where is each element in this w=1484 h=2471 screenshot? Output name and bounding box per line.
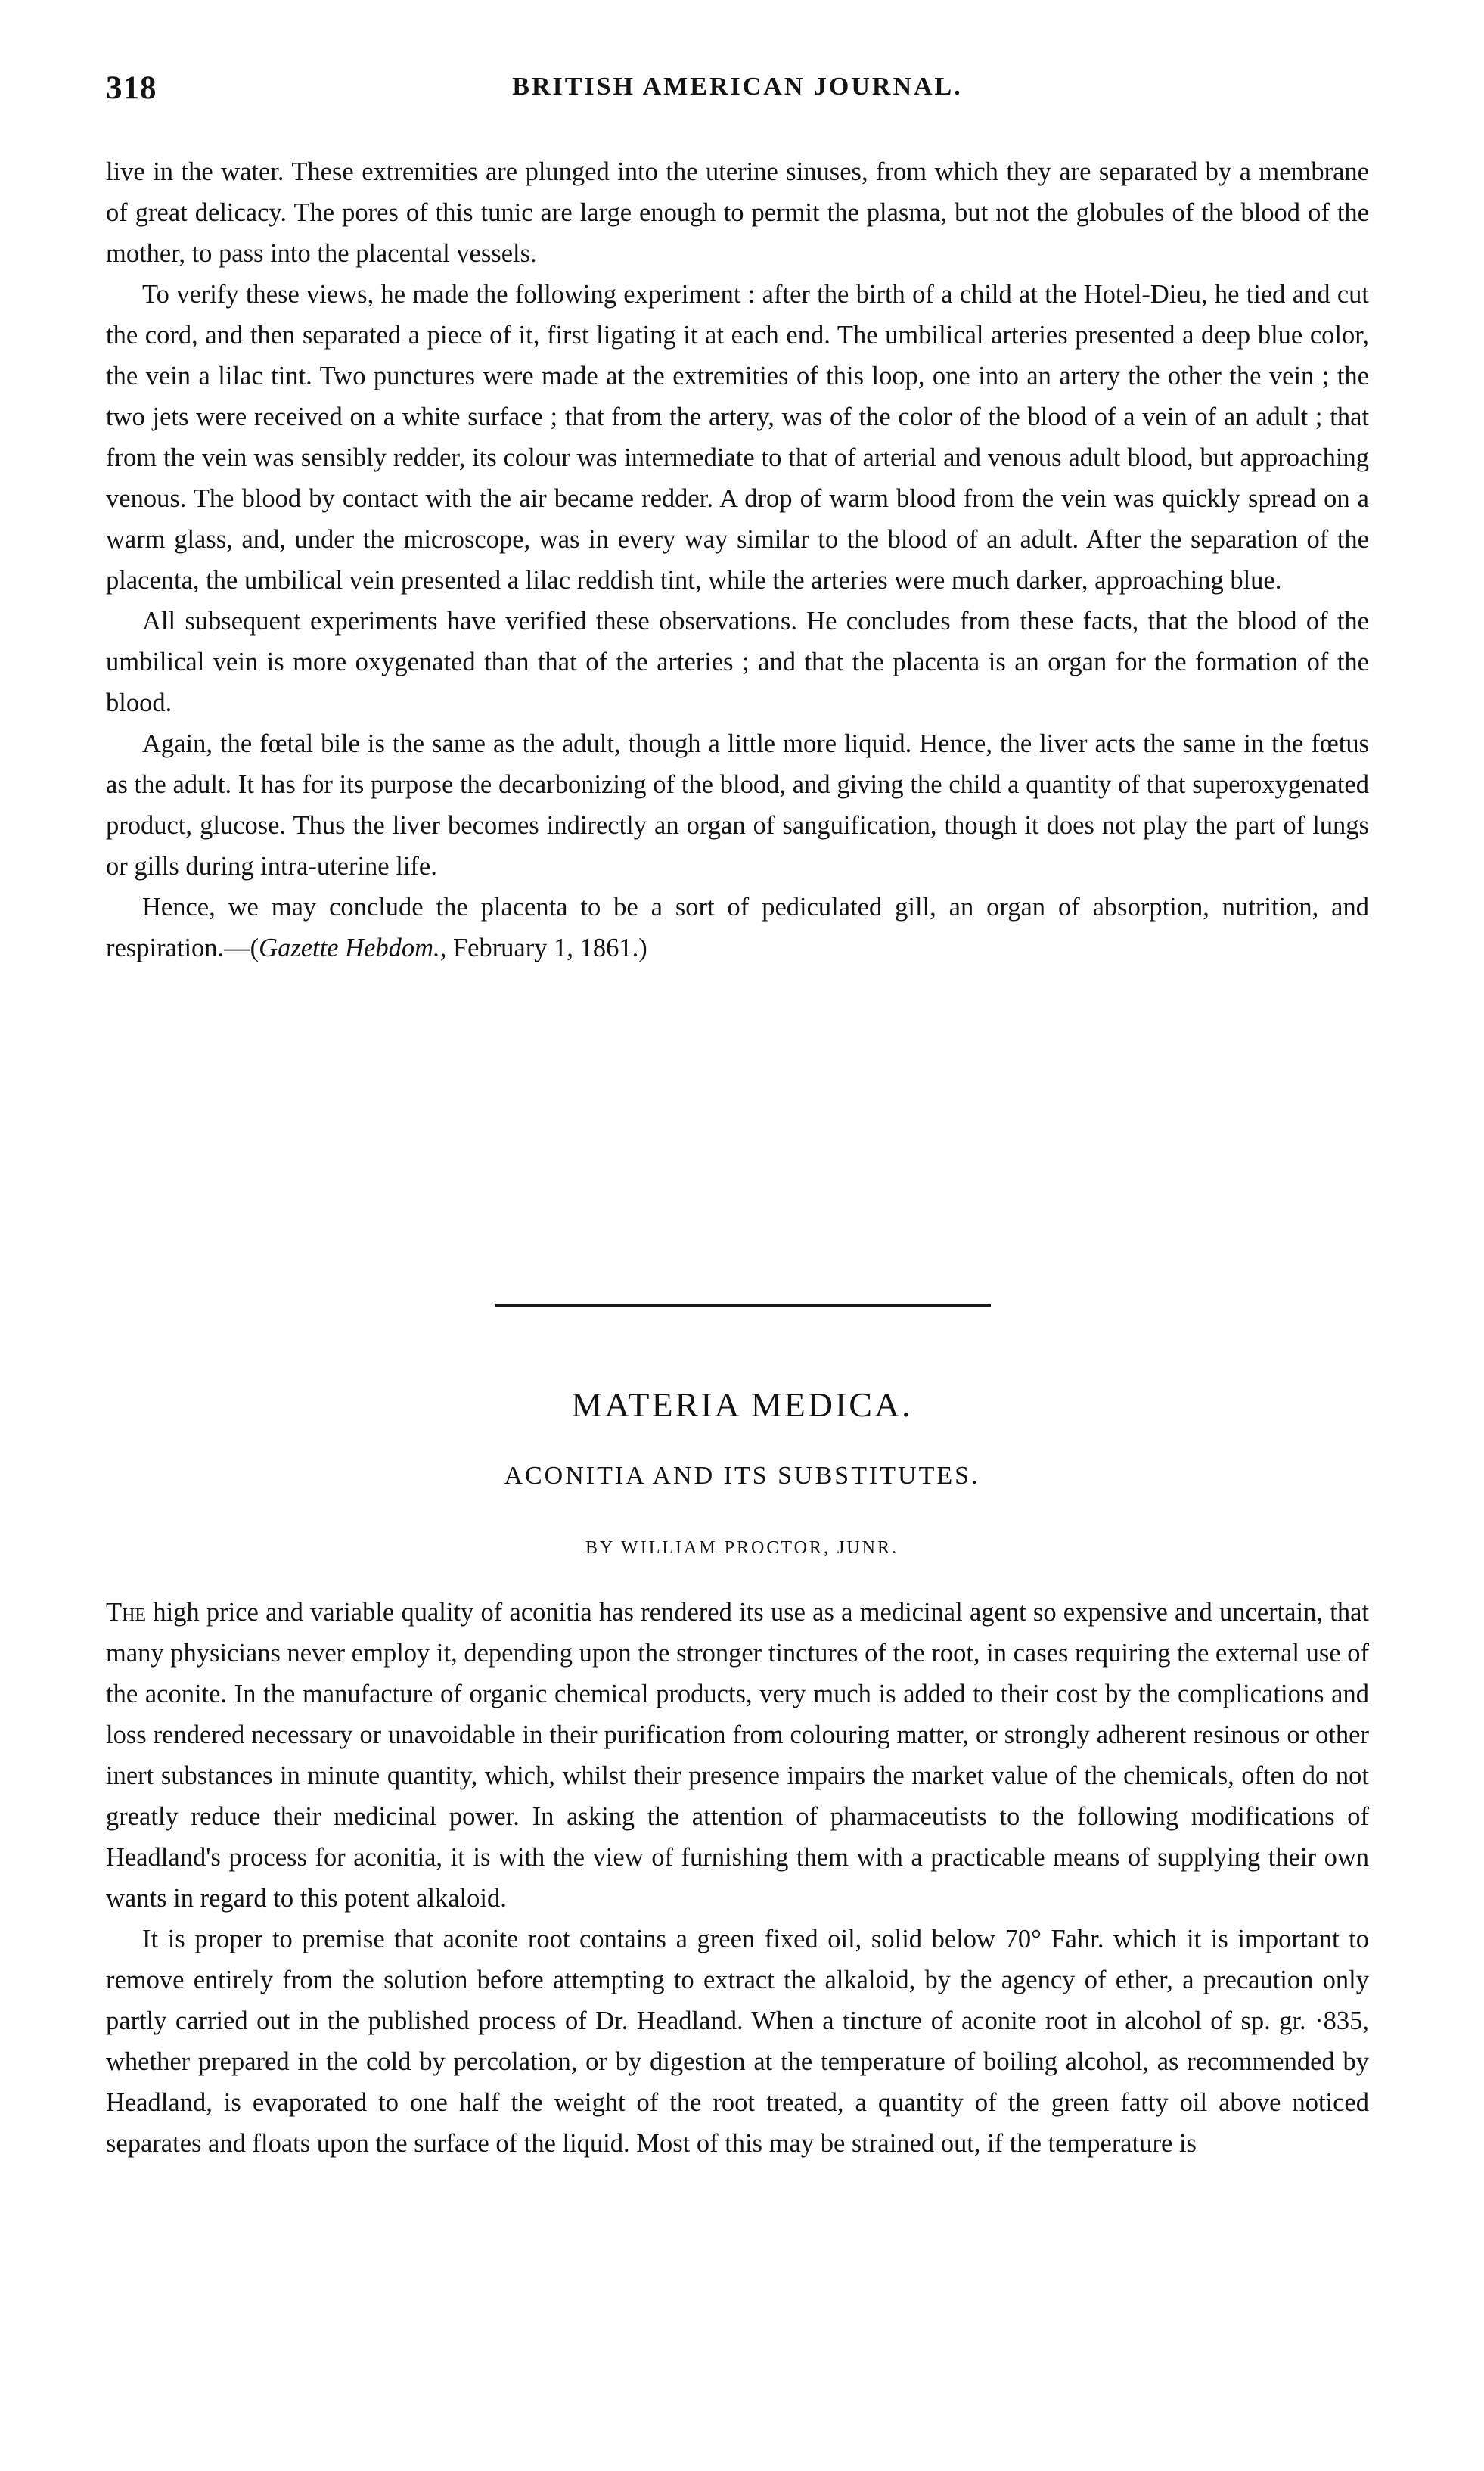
paragraph-lead-word: The xyxy=(106,1598,147,1627)
paragraph-intro-text: high price and variable quality of aconitia has rendered its use as a medicinal agent so expensive and uncertain, that many physicians never employ it, depending upon the stronger tinctures of the root, in cases requiring the external use of the aconite. In the manufacture of organic chemical products, very much is added to their cost by the complications and loss rendered necessary or unavoidable in their purification from colouring matter, or strongly adherent resinous or other inert substances in minute quantity, which, whilst their presence impairs the market value of the chemicals, often do not greatly reduce their medicinal power. In asking the attention of pharmaceutists to the following modifications of Headland's process for aconitia, it is with the view of furnishing them with a practicable means of supplying their own wants in regard to this potent alkaloid. xyxy=(106,1598,1369,1913)
running-head: BRITISH AMERICAN JOURNAL. xyxy=(512,73,963,101)
citation-source: Gazette Hebdom. xyxy=(259,934,440,962)
citation-date: , February 1, 1861.) xyxy=(439,934,647,962)
page-header xyxy=(106,70,1369,115)
article-byline: BY WILLIAM PROCTOR, JUNR. xyxy=(585,1538,899,1558)
paragraph-conclusion xyxy=(106,887,1369,968)
section-divider xyxy=(495,1304,991,1307)
page-number: 318 xyxy=(106,70,157,106)
paragraph-aconitia-intro xyxy=(106,1592,1369,1919)
paragraph-foetal-bile: Again, the fœtal bile is the same as the adult, though a little more liquid. Hence, the liver acts the same in the fœtus as the adult. It has for its purpose the decarbonizing of the blood, and giving the child a quantity of that superoxygenated product, glucose. Thus the liver becomes indirectly an organ of sanguification, though it does not play the part of lungs or gills during intra-uterine life. xyxy=(106,729,1369,881)
lower-article-text xyxy=(106,1592,1369,2164)
article-title: ACONITIA AND ITS SUBSTITUTES. xyxy=(504,1462,980,1490)
paragraph-experiment: To verify these views, he made the following experiment : after the birth of a child at the Hotel-Dieu, he tied and cut the cord, and then separated a piece of it, first ligating it at each end. The umbilical arteries presented a deep blue color, the vein a lilac tint. Two punctures were made at the extremities of this loop, one into an artery the other the vein ; the two jets were received on a white surface ; that from the artery, was of the color of the blood of a vein of an adult ; that from the vein was sensibly redder, its colour was intermediate to that of arterial and venous adult blood, but approaching venous. The blood by contact with the air became redder. A drop of warm blood from the vein was quickly spread on a warm glass, and, under the microscope, was in every way similar to the blood of an adult. After the separation of the placenta, the umbilical vein presented a lilac reddish tint, while the arteries were much darker, approaching blue. xyxy=(106,280,1369,595)
paragraph-continued: live in the water. These extremities are plunged into the uterine sinuses, from which they are separated by a membrane of great delicacy. The pores of this tunic are large enough to permit the plasma, but not the globules of the blood of the mother, to pass into the placental vessels. xyxy=(106,157,1369,268)
conclusion-text: Hence, we may conclude the placenta to be a sort of pediculated gill, an organ of absorption, nutrition, and respiration.—( xyxy=(106,893,1369,962)
section-title: MATERIA MEDICA. xyxy=(571,1385,913,1424)
paragraph-observations: All subsequent experiments have verified these observations. He concludes from these facts, that the blood of the umbilical vein is more oxygenated than that of the arteries ; and that the placenta is an organ for the formation of the blood. xyxy=(106,607,1369,717)
paragraph-aconite-root: It is proper to premise that aconite root contains a green fixed oil, solid below 70° Fahr. which it is important to remove entirely from the solution before attempting to extract the alkaloid, by the agency of ether, a precaution only partly carried out in the published process of Dr. Headland. When a tincture of aconite root in alcohol of sp. gr. ·835, whether prepared in the cold by percolation, or by digestion at the temperature of boiling alcohol, as recommended by Headland, is evaporated to one half the weight of the root treated, a quantity of the green fatty oil above noticed separates and floats upon the surface of the liquid. Most of this may be strained out, if the temperature is xyxy=(106,1925,1369,2158)
upper-article-text xyxy=(106,151,1369,968)
